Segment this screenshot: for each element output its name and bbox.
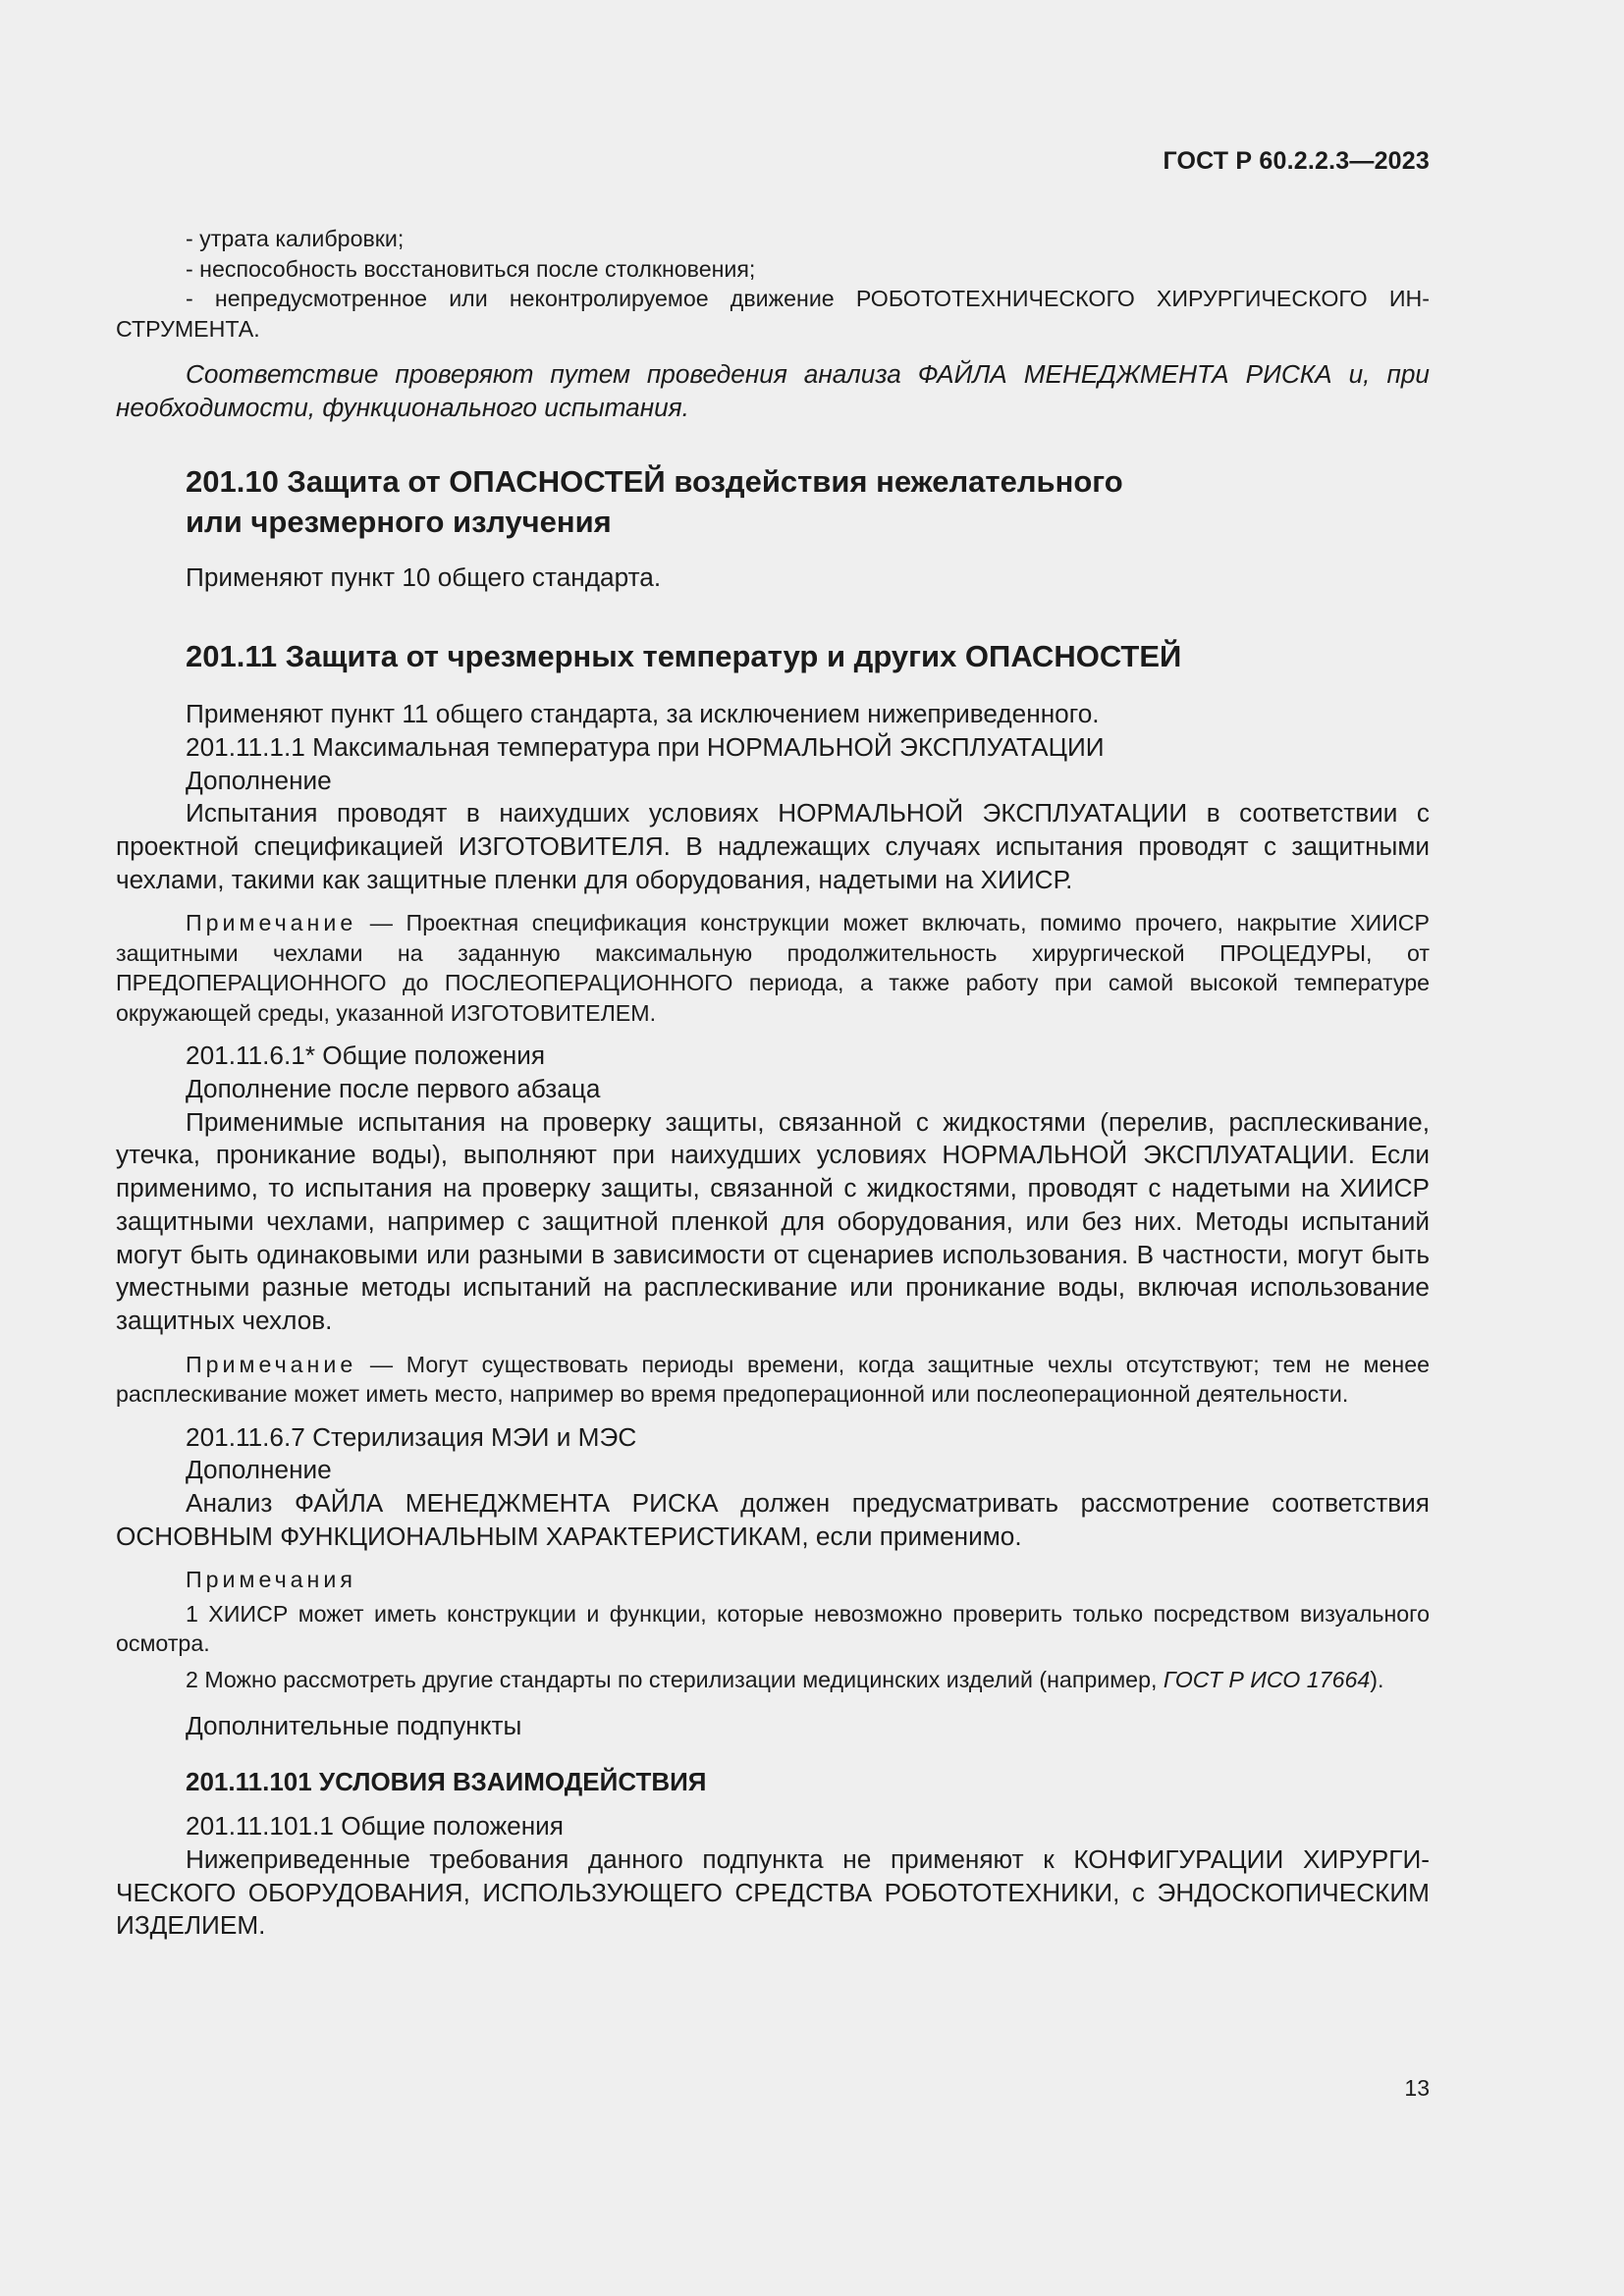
subsection-201-11-6-7-label: Дополнение (186, 1455, 332, 1485)
list-item: - непредусмотренное или неконтролируемое движение РОБОТОТЕХНИЧЕСКОГО ХИРУРГИЧЕСКОГО ИНСТРУМЕНТА. (116, 286, 1430, 342)
note-1-text: — Проектная спецификация конструкции может включать, помимо прочего, накрытие ХИИСР защитными чехлами на заданную максимальную продолжительность хирургической ПРОЦЕДУРЫ, от ПРЕДОПЕРАЦИОННОГО до ПОСЛЕОПЕРАЦИОННОГО периода, а также работу при самой высокой температуре окружающей среды, указанной ИЗГОТОВИТЕЛЕМ. (116, 910, 1430, 1026)
compliance-paragraph: Соответствие проверяют путем проведения анализа ФАЙЛА МЕНЕДЖМЕНТА РИСКА и, при необходимости, функционального испытания. (116, 359, 1430, 422)
subsection-201-11-101-title: 201.11.101 УСЛОВИЯ ВЗАИМОДЕЙСТВИЯ (186, 1767, 707, 1797)
note-item-2 (116, 1665, 1430, 1695)
document-header-id: ГОСТ Р 60.2.2.3—2023 (1163, 147, 1430, 175)
note-item-2-reference: ГОСТ Р ИСО 17664 (1163, 1666, 1371, 1692)
subsection-201-11-101-1-title: 201.11.101.1 Общие положения (186, 1811, 564, 1842)
section-201-11-intro: Применяют пункт 11 общего стандарта, за исключением нижеприведенного. (186, 699, 1100, 729)
page-content (116, 224, 1430, 1943)
notes-label: Примечания (186, 1567, 356, 1593)
section-201-10-heading (116, 461, 1430, 542)
note-2-text: — Могут существовать периоды времени, когда защитные чехлы отсутствуют; тем не менее расплескивание может иметь место, например во время предоперационной или послеоперационной деятельности. (116, 1351, 1430, 1408)
page-number: 13 (1404, 2075, 1430, 2101)
note-item-2-end: ). (1370, 1666, 1384, 1692)
note-1 (116, 908, 1430, 1028)
subsection-201-11-1-1-title: 201.11.1.1 Максимальная температура при НОРМАЛЬНОЙ ЭКСПЛУАТАЦИИ (186, 731, 1105, 762)
section-201-10-title-line1: 201.10 Защита от ОПАСНОСТЕЙ воздействия нежелательного (186, 464, 1123, 500)
subsection-201-11-6-1-label: Дополнение после первого абзаца (186, 1074, 601, 1104)
list-item: - неспособность восстановиться после столкновения; (186, 255, 756, 282)
note-1-label: Примечание (186, 910, 357, 936)
note-item-1: 1 ХИИСР может иметь конструкции и функции, которые невозможно проверить только посредством визуального осмотра. (116, 1600, 1430, 1657)
note-item-2-start: 2 Можно рассмотреть другие стандарты по стерилизации медицинских изделий (например, (186, 1666, 1164, 1692)
note-2-label: Примечание (186, 1351, 357, 1377)
document-page (116, 0, 1430, 2296)
subsection-201-11-6-7-title: 201.11.6.7 Стерилизация МЭИ и МЭС (186, 1421, 637, 1452)
section-201-11-title: 201.11 Защита от чрезмерных температур и других ОПАСНОСТЕЙ (186, 639, 1182, 674)
section-201-10-text: Применяют пункт 10 общего стандарта. (186, 562, 662, 593)
subsection-201-11-1-1-text: Испытания проводят в наихудших условиях НОРМАЛЬНОЙ ЭКСПЛУАТАЦИИ в соответствии с проектной спецификацией ИЗГОТОВИТЕЛЯ. В надлежащих случаях испытания проводят с защитными чехлами, такими как защитные пленки для оборудования, надетыми на ХИИСР. (116, 798, 1430, 894)
note-2 (116, 1350, 1430, 1410)
subsection-201-11-1-1-label: Дополнение (186, 765, 332, 795)
subsection-201-11-6-1-title: 201.11.6.1* Общие положения (186, 1041, 546, 1071)
subsection-201-11-6-7-text: Анализ ФАЙЛА МЕНЕДЖМЕНТА РИСКА должен предусматривать рассмотрение соответствия ОСНОВНЫМ ФУНКЦИОНАЛЬНЫМ ХАРАКТЕРИСТИКАМ, если применимо. (116, 1488, 1430, 1551)
section-201-10-title-line2: или чрезмерного излучения (186, 505, 612, 540)
subsection-201-11-6-1-text: Применимые испытания на проверку защиты, связанной с жидкостями (перелив, расплескивание, утечка, проникание воды), выполняют при наихудших условиях НОРМАЛЬНОЙ ЭКСПЛУАТАЦИИ. Если применимо, то испытания на проверку защиты, связанной с жидкостями, проводят с надетыми на ХИИСР защитными чехлами, например с защитной пленкой для оборудования, или без них. Методы испытаний могут быть одинаковыми или разными в зависимости от сценариев использования. В частности, могут быть уместными разные методы испытаний на расплескивание или проникание воды, включая использование защитных чехлов. (116, 1106, 1430, 1335)
additional-subclauses-label: Дополнительные подпункты (186, 1711, 522, 1741)
subsection-201-11-101-1-text: Нижеприведенные требования данного подпункта не применяют к КОНФИГУРАЦИИ ХИРУРГИЧЕСКОГО ОБОРУДОВАНИЯ, ИСПОЛЬЗУЮЩЕГО СРЕДСТВА РОБОТОТЕХНИКИ, с ЭНДОСКОПИЧЕСКИМ ИЗДЕЛИЕМ. (116, 1843, 1430, 1941)
list-item: - утрата калибровки; (186, 226, 405, 251)
